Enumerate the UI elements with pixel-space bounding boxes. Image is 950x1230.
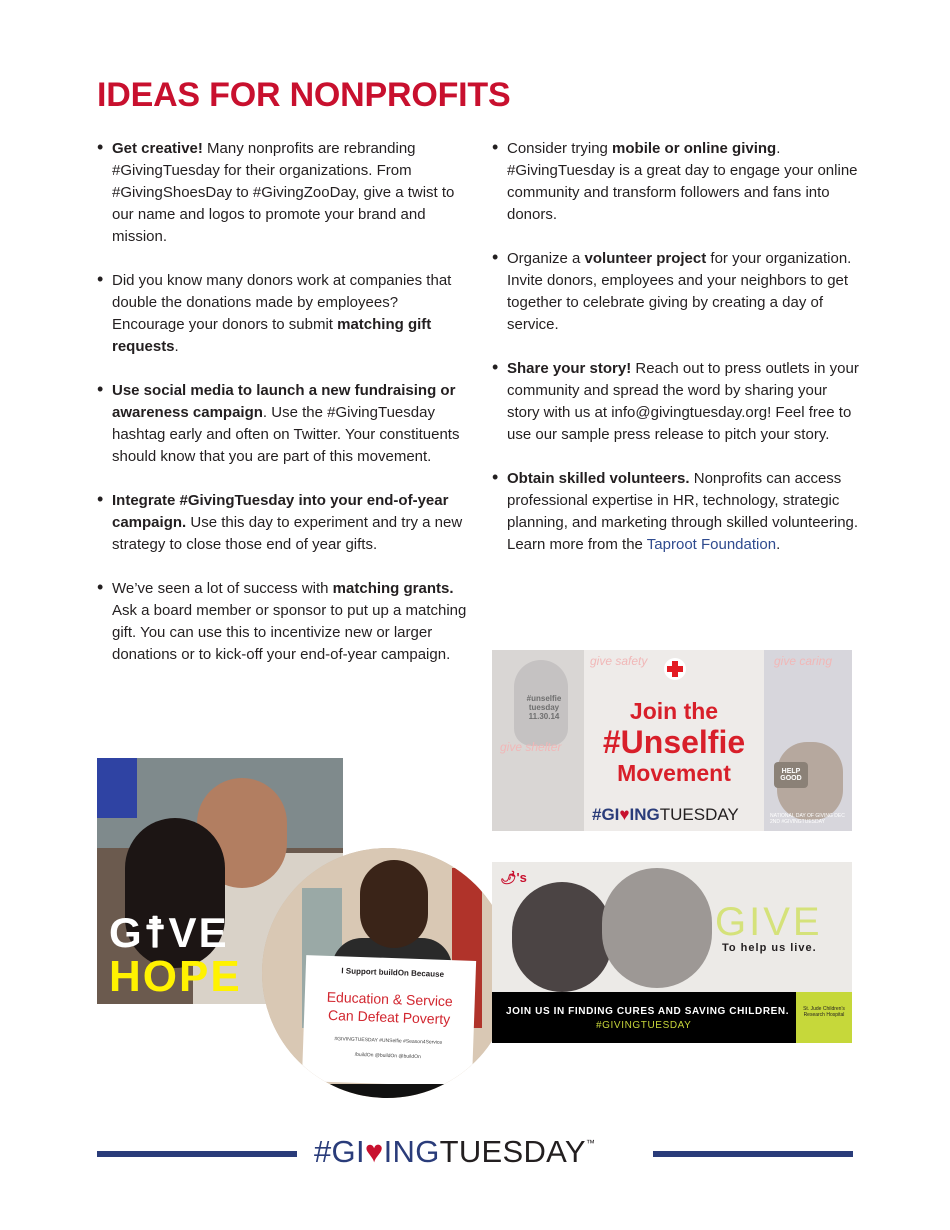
red-cross-icon xyxy=(664,658,686,680)
logo-text: St. Jude Children's Research Hospital xyxy=(803,1006,845,1018)
tip-matching-grants xyxy=(97,578,467,666)
logo-part: TUESDAY xyxy=(659,805,739,824)
tip-volunteer-project xyxy=(492,248,862,336)
tip-get-creative xyxy=(97,138,467,248)
collage-caption: give shelter xyxy=(500,740,562,754)
help-text: To help us live. xyxy=(722,942,817,954)
child-photo xyxy=(602,868,712,988)
tip-text: Consider trying xyxy=(507,140,613,157)
hope-text: HOPE xyxy=(109,952,242,1001)
logo-part: ING xyxy=(629,805,660,824)
tip-bold: mobile or online giving xyxy=(612,140,777,157)
heart-icon: ♥ xyxy=(364,1134,384,1169)
cta-bar xyxy=(492,992,852,1043)
right-column xyxy=(492,138,862,556)
sign-paper xyxy=(302,955,476,1087)
support-text: I Support buildOn Because xyxy=(341,966,445,979)
logo-part: ING xyxy=(383,1134,440,1169)
footer-rule-right xyxy=(653,1151,853,1157)
sign-tags: #GIVINGTUESDAY #UNSelfie #Season4Service xyxy=(334,1036,443,1046)
footer-givingtuesday-logo xyxy=(314,1134,595,1170)
tip-bold: Obtain skilled volunteers. xyxy=(507,470,690,487)
footer-rule-left xyxy=(97,1151,297,1157)
photo-bottom xyxy=(262,1084,512,1098)
tip-text: Ask a board member or sponsor to put up a matching gift. You can use this to incentivize new or larger donations or to kick-off your end-of-year campaign. xyxy=(112,602,467,663)
small-caption: NATIONAL DAY OF GIVING DEC 2ND #GIVINGTUESDAY xyxy=(770,813,845,825)
tip-bold: Use social media to launch a new fundraising or awareness campaign xyxy=(112,382,456,421)
child-photo xyxy=(512,882,612,992)
collage-caption: give safety xyxy=(590,654,648,668)
flag-shape xyxy=(97,758,137,818)
tip-skilled-volunteers xyxy=(492,468,862,556)
chilis-logo: 🌶's xyxy=(500,870,527,885)
tip-matching-gifts xyxy=(97,270,467,358)
tip-integrate xyxy=(97,490,467,556)
tip-text: Many nonprofits are rebranding #GivingTuesday for their organizations. From #GivingShoesDay to #GivingZooDay, give a twist to our name and logos to promote your brand and mission. xyxy=(112,140,455,245)
tip-text: Nonprofits can access professional expertise in HR, technology, strategic planning, and marketing through skilled volunteering. Learn more from the xyxy=(507,470,859,553)
logo-part: #GI xyxy=(314,1134,365,1169)
unselfie-line1: Join the xyxy=(629,698,719,724)
tip-mobile-giving xyxy=(492,138,862,226)
tip-bold: volunteer project xyxy=(584,250,707,267)
st-jude-logo xyxy=(796,992,852,1043)
taproot-foundation-link[interactable]: Taproot Foundation xyxy=(646,536,777,553)
buildon-image xyxy=(262,848,512,1098)
unselfie-line3: Movement xyxy=(617,760,731,786)
heart-icon: ♥ xyxy=(619,805,630,824)
tip-bold: Get creative! xyxy=(112,140,203,157)
trademark: ™ xyxy=(585,1138,596,1148)
give-text: G☨VE xyxy=(109,909,229,956)
logo-part: TUESDAY xyxy=(439,1134,586,1169)
tip-bold: matching grants. xyxy=(332,580,454,597)
cta-text: JOIN US IN FINDING CURES AND SAVING CHILDREN. xyxy=(506,1006,790,1017)
tip-text: . xyxy=(174,338,179,355)
unselfie-line2: #Unselfie xyxy=(602,724,746,760)
tip-text: . Use the #GivingTuesday hashtag early and often on Twitter. Your constituents should know that you are part of this movement. xyxy=(112,404,460,465)
sign-text: HELP GOOD xyxy=(780,768,802,782)
help-sign xyxy=(774,762,808,788)
tip-bold: Integrate #GivingTuesday into your end-of-year campaign. xyxy=(112,492,449,531)
cta-hashtag: #GIVINGTUESDAY xyxy=(596,1020,692,1031)
tip-text: . xyxy=(776,536,781,553)
tip-text: . #GivingTuesday is a great day to engage your online community and transform followers and fans into donors. xyxy=(507,140,858,223)
tip-text: for your organization. Invite donors, employees and your neighbors to get together to celebrate giving by creating a day of service. xyxy=(507,250,852,333)
give-text: GIVE xyxy=(715,900,823,944)
tip-share-story xyxy=(492,358,862,446)
st-jude-image xyxy=(492,862,852,1043)
tip-bold: matching gift requests xyxy=(112,316,432,355)
tip-social-media xyxy=(97,380,467,468)
tip-text: Organize a xyxy=(507,250,585,267)
tip-bold: Share your story! xyxy=(507,360,632,377)
page-title: IDEAS FOR NONPROFITS xyxy=(97,76,511,114)
unselfie-image xyxy=(492,650,852,831)
tip-text: Reach out to press outlets in your community and spread the word by sharing your story with us at info@givingtuesday.org! Feel free to use our sample press release to pitch your story. xyxy=(507,360,859,443)
tip-text: We’ve seen a lot of success with xyxy=(112,580,333,597)
hand-text: #unselfie tuesday 11.30.14 xyxy=(526,694,562,721)
sign-handles: /buildOn @buildOn @buildOn xyxy=(354,1051,421,1061)
tip-text: Use this day to experiment and try a new strategy to close those end of year gifts. xyxy=(112,514,463,553)
givingtuesday-logo xyxy=(592,805,739,825)
sign-message: Education & Service Can Defeat Poverty xyxy=(326,988,454,1028)
left-column xyxy=(97,138,467,666)
tip-text: Did you know many donors work at companies that double the donations made by employees? Encourage your donors to submit xyxy=(112,272,452,333)
logo-part: #GI xyxy=(592,805,620,824)
person-head xyxy=(360,860,428,948)
collage-caption: give caring xyxy=(774,654,833,668)
